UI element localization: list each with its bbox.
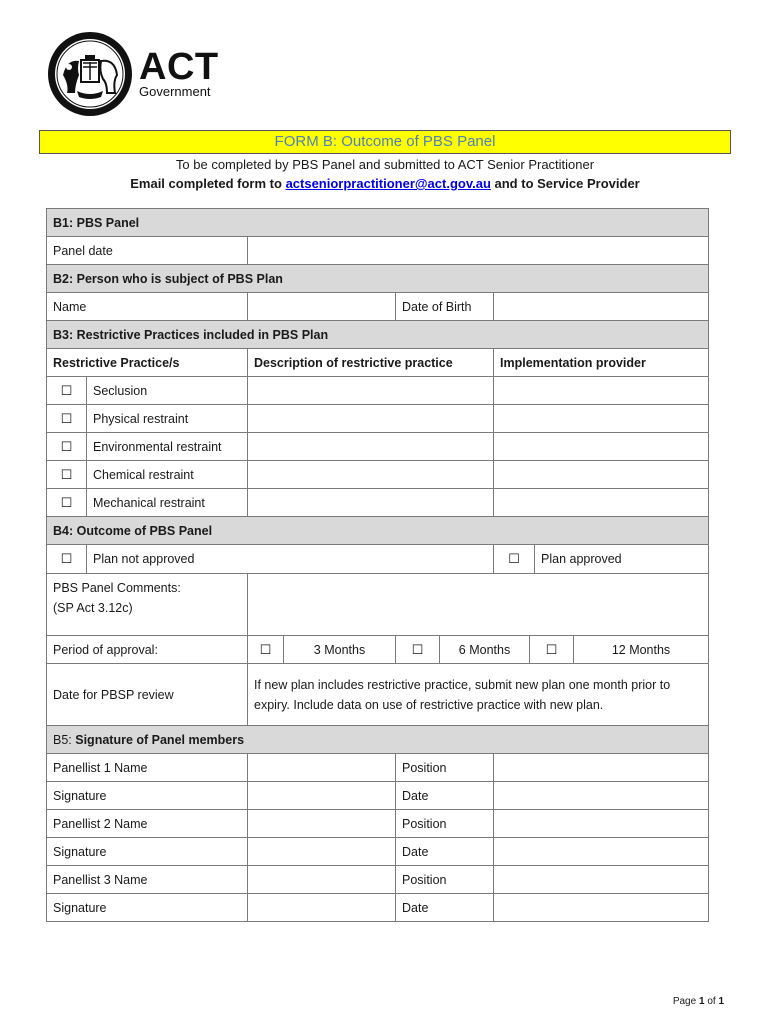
act-government-logo: [47, 31, 219, 117]
provider-field[interactable]: [494, 489, 709, 517]
plan-not-approved-label: Plan not approved: [87, 545, 494, 574]
provider-field[interactable]: [494, 405, 709, 433]
panellist-1-signature-field[interactable]: [248, 782, 396, 810]
label-12-months: 12 Months: [574, 636, 709, 664]
section-b5-prefix: B5:: [53, 732, 76, 747]
practice-label: Mechanical restraint: [87, 489, 248, 517]
provider-field[interactable]: [494, 377, 709, 405]
provider-field[interactable]: [494, 433, 709, 461]
checkbox-3-months[interactable]: ☐: [248, 636, 284, 664]
checkbox-12-months[interactable]: ☐: [530, 636, 574, 664]
email-instructions: [39, 175, 731, 193]
description-field[interactable]: [248, 461, 494, 489]
plan-approved-label: Plan approved: [534, 545, 708, 573]
panellist-1-date-field[interactable]: [494, 782, 709, 810]
name-field[interactable]: [248, 293, 396, 321]
page-current: 1: [698, 996, 705, 1007]
panellist-3-position-field[interactable]: [494, 866, 709, 894]
description-field[interactable]: [248, 433, 494, 461]
panel-comments-field[interactable]: [248, 574, 709, 636]
practice-row-physical: [47, 405, 709, 433]
checkbox-plan-approved[interactable]: ☐: [508, 551, 520, 566]
practice-label: Seclusion: [87, 377, 248, 405]
checkbox-physical-restraint[interactable]: ☐: [47, 405, 87, 433]
panellist-2-signature-label: Signature: [47, 838, 248, 866]
provider-header: Implementation provider: [494, 349, 709, 377]
panellist-2-name-label: Panellist 2 Name: [47, 810, 248, 838]
page-total: 1: [718, 996, 724, 1007]
panellist-1-name-field[interactable]: [248, 754, 396, 782]
checkbox-6-months[interactable]: ☐: [396, 636, 440, 664]
logo-wordmark: [139, 46, 219, 99]
label-6-months: 6 Months: [440, 636, 530, 664]
practice-row-mechanical: [47, 489, 709, 517]
panellist-3-name-field[interactable]: [248, 866, 396, 894]
practice-label: Chemical restraint: [87, 461, 248, 489]
provider-field[interactable]: [494, 461, 709, 489]
description-field[interactable]: [248, 377, 494, 405]
panellist-2-name-field[interactable]: [248, 810, 396, 838]
checkbox-chemical-restraint[interactable]: ☐: [47, 461, 87, 489]
email-prefix: Email completed form to: [130, 176, 282, 191]
panellist-1-signature-label: Signature: [47, 782, 248, 810]
plan-approved-cell: [494, 545, 709, 574]
description-field[interactable]: [248, 405, 494, 433]
pbs-outcome-form: [46, 208, 709, 922]
pbsp-review-note: If new plan includes restrictive practice, submit new plan one month prior to expiry. Include data on use of restrictive practice with new plan.: [248, 664, 709, 726]
section-b2-heading: B2: Person who is subject of PBS Plan: [47, 265, 709, 293]
panel-date-field[interactable]: [248, 237, 709, 265]
name-label: Name: [47, 293, 248, 321]
panellist-2-position-field[interactable]: [494, 810, 709, 838]
panellist-1-name-label: Panellist 1 Name: [47, 754, 248, 782]
panellist-2-date-field[interactable]: [494, 838, 709, 866]
restrictive-practice-header: Restrictive Practice/s: [47, 349, 248, 377]
panel-comments-title: PBS Panel Comments:: [53, 581, 181, 595]
email-suffix: and to Service Provider: [494, 176, 640, 191]
practice-label: Physical restraint: [87, 405, 248, 433]
panellist-1-date-label: Date: [396, 782, 494, 810]
email-link[interactable]: actseniorpractitioner@act.gov.au: [285, 176, 491, 191]
description-field[interactable]: [248, 489, 494, 517]
panellist-2-position-label: Position: [396, 810, 494, 838]
form-title: FORM B: Outcome of PBS Panel: [39, 130, 731, 154]
dob-field[interactable]: [494, 293, 709, 321]
panellist-2-signature-field[interactable]: [248, 838, 396, 866]
practice-row-environmental: [47, 433, 709, 461]
practice-label: Environmental restraint: [87, 433, 248, 461]
form-instructions: To be completed by PBS Panel and submitted to ACT Senior Practitioner: [175, 157, 595, 172]
checkbox-plan-not-approved[interactable]: ☐: [47, 545, 87, 574]
label-3-months: 3 Months: [284, 636, 396, 664]
panellist-3-signature-field[interactable]: [248, 894, 396, 922]
page-of: of: [707, 996, 716, 1007]
section-b3-heading: B3: Restrictive Practices included in PBS Plan: [47, 321, 709, 349]
panel-date-label: Panel date: [47, 237, 248, 265]
period-of-approval-label: Period of approval:: [47, 636, 248, 664]
section-b1-heading: B1: PBS Panel: [47, 209, 709, 237]
checkbox-mechanical-restraint[interactable]: ☐: [47, 489, 87, 517]
panellist-3-position-label: Position: [396, 866, 494, 894]
panellist-1-position-field[interactable]: [494, 754, 709, 782]
page-number: [673, 996, 724, 1007]
panel-comments-label: [47, 574, 248, 636]
section-b4-heading: B4: Outcome of PBS Panel: [47, 517, 709, 545]
panel-comments-ref: (SP Act 3.12c): [53, 601, 133, 615]
practice-row-seclusion: [47, 377, 709, 405]
panellist-1-position-label: Position: [396, 754, 494, 782]
dob-label: Date of Birth: [396, 293, 494, 321]
panellist-3-name-label: Panellist 3 Name: [47, 866, 248, 894]
section-b5-title: Signature of Panel members: [75, 732, 245, 747]
panellist-3-signature-label: Signature: [47, 894, 248, 922]
checkbox-environmental-restraint[interactable]: ☐: [47, 433, 87, 461]
panellist-3-date-field[interactable]: [494, 894, 709, 922]
checkbox-seclusion[interactable]: ☐: [47, 377, 87, 405]
page-word: Page: [672, 996, 697, 1007]
description-header: Description of restrictive practice: [248, 349, 494, 377]
panellist-3-date-label: Date: [396, 894, 494, 922]
practice-row-chemical: [47, 461, 709, 489]
act-coat-of-arms-icon: [47, 31, 133, 117]
panellist-2-date-label: Date: [396, 838, 494, 866]
logo-government-text: Government: [139, 84, 211, 99]
pbsp-review-label: Date for PBSP review: [47, 664, 248, 726]
section-b5-heading: [47, 726, 709, 754]
logo-act-text: ACT: [139, 46, 219, 88]
